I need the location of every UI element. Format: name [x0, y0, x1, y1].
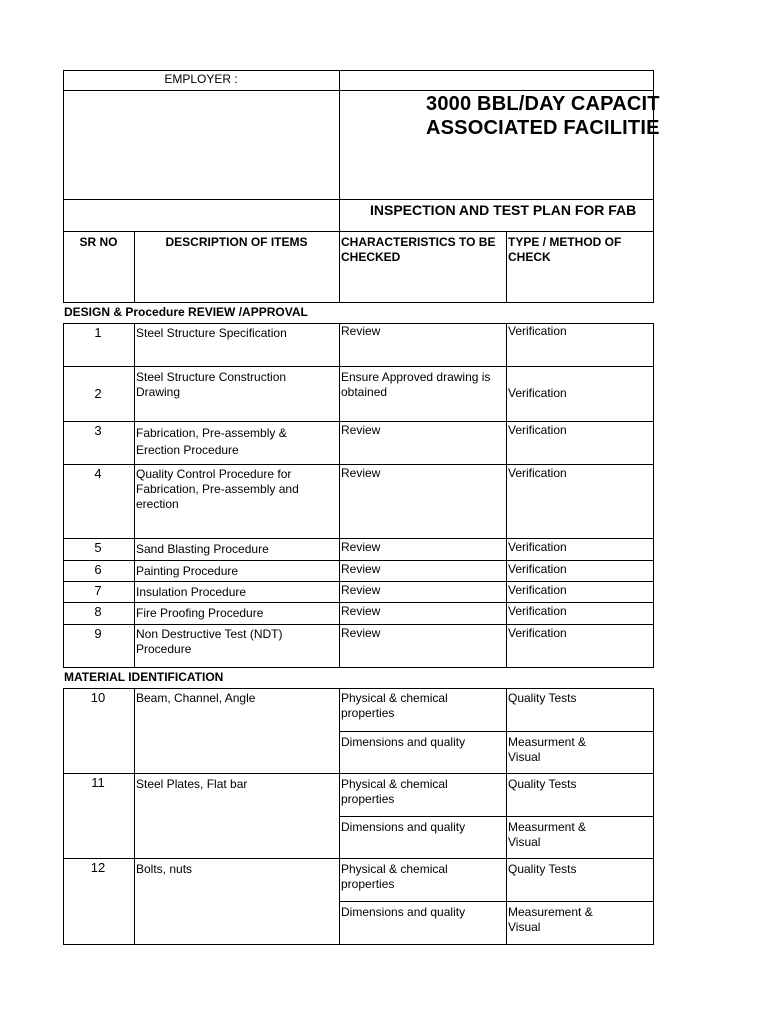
row-type-method: Verification: [508, 583, 567, 597]
row-sr-no: 1: [94, 325, 102, 340]
col-header-type-method: TYPE / METHOD OF CHECK: [508, 235, 622, 264]
grid-line: [63, 773, 654, 774]
row-description: Steel Structure Construction Drawing: [136, 370, 287, 399]
row-description: Sand Blasting Procedure: [136, 542, 269, 556]
grid-line: [63, 858, 654, 859]
row-description: Beam, Channel, Angle: [136, 691, 256, 705]
row-type-method: Quality Tests: [508, 862, 577, 876]
row-characteristics: Review: [341, 562, 381, 576]
grid-line: [134, 323, 135, 668]
row-type-method: Measurment & Visual: [508, 820, 587, 849]
grid-line: [653, 688, 654, 945]
grid-line: [63, 581, 654, 582]
grid-line: [339, 816, 654, 817]
row-characteristics: Dimensions and quality: [341, 820, 466, 834]
row-sr-no: 4: [94, 466, 102, 481]
row-sr-no: 8: [94, 604, 102, 619]
row-characteristics: Review: [341, 540, 381, 554]
row-sr-no: 5: [94, 540, 102, 555]
grid-line: [134, 688, 135, 945]
row-type-method: Verification: [508, 324, 567, 338]
project-title-line2: ASSOCIATED FACILITIE: [426, 117, 660, 139]
row-description: Quality Control Procedure for Fabrication, Pre-assembly and erection: [136, 467, 299, 511]
row-sr-no: 6: [94, 562, 102, 577]
grid-line: [63, 70, 64, 303]
row-characteristics: Dimensions and quality: [341, 905, 466, 919]
row-type-method: Measurment & Visual: [508, 735, 587, 764]
grid-line: [63, 231, 654, 232]
grid-line: [339, 731, 654, 732]
row-sr-no: 9: [94, 626, 102, 641]
col-header-description: DESCRIPTION OF ITEMS: [165, 235, 308, 249]
grid-line: [506, 323, 507, 668]
row-characteristics: Dimensions and quality: [341, 735, 466, 749]
col-header-characteristics: CHARACTERISTICS TO BE CHECKED: [341, 235, 496, 264]
row-sr-no: 2: [94, 386, 102, 401]
row-type-method: Verification: [508, 540, 567, 554]
section-title-material-identification: MATERIAL IDENTIFICATION: [64, 670, 224, 684]
row-characteristics: Review: [341, 324, 381, 338]
row-description: Insulation Procedure: [136, 585, 247, 599]
row-characteristics: Physical & chemical properties: [341, 862, 448, 891]
row-description: Non Destructive Test (NDT) Procedure: [136, 627, 283, 656]
row-type-method: Quality Tests: [508, 777, 577, 791]
row-sr-no: 11: [91, 775, 105, 790]
row-type-method: Measurement & Visual: [508, 905, 593, 934]
grid-line: [63, 366, 654, 367]
grid-line: [63, 464, 654, 465]
grid-line: [63, 624, 654, 625]
grid-line: [63, 688, 654, 689]
section-title-design-review: DESIGN & Procedure REVIEW /APPROVAL: [64, 305, 308, 319]
row-description: Steel Plates, Flat bar: [136, 777, 248, 791]
col-header-sr-no: SR NO: [79, 235, 118, 249]
grid-line: [63, 70, 654, 71]
grid-line: [63, 602, 654, 603]
row-characteristics: Review: [341, 583, 381, 597]
row-type-method: Verification: [508, 386, 567, 400]
row-characteristics: Review: [341, 466, 381, 480]
row-description: Fabrication, Pre-assembly & Erection Procedure: [136, 426, 287, 457]
row-characteristics: Ensure Approved drawing is obtained: [341, 370, 491, 399]
grid-line: [506, 688, 507, 945]
row-type-method: Verification: [508, 423, 567, 437]
grid-line: [63, 688, 64, 945]
grid-line: [339, 901, 654, 902]
grid-line: [506, 231, 507, 303]
row-sr-no: 12: [90, 860, 106, 875]
grid-line: [63, 302, 654, 303]
grid-line: [653, 323, 654, 668]
row-type-method: Verification: [508, 604, 567, 618]
row-sr-no: 10: [90, 690, 106, 705]
employer-label: EMPLOYER :: [164, 72, 238, 86]
row-description: Steel Structure Specification: [136, 326, 287, 340]
row-characteristics: Physical & chemical properties: [341, 691, 448, 720]
grid-line: [63, 199, 654, 200]
row-characteristics: Review: [341, 423, 381, 437]
grid-line: [63, 944, 654, 945]
project-title-line1: 3000 BBL/DAY CAPACIT: [426, 93, 660, 115]
row-description: Painting Procedure: [136, 564, 239, 578]
row-sr-no: 7: [94, 583, 102, 598]
row-type-method: Verification: [508, 562, 567, 576]
row-sr-no: 3: [94, 423, 102, 438]
row-type-method: Verification: [508, 466, 567, 480]
grid-line: [63, 538, 654, 539]
row-type-method: Quality Tests: [508, 691, 577, 705]
grid-line: [339, 323, 340, 668]
grid-line: [339, 231, 340, 303]
row-description: Fire Proofing Procedure: [136, 606, 264, 620]
grid-line: [339, 70, 340, 232]
grid-line: [63, 560, 654, 561]
row-type-method: Verification: [508, 626, 567, 640]
grid-line: [339, 688, 340, 945]
row-description: Bolts, nuts: [136, 862, 193, 876]
grid-line: [63, 421, 654, 422]
itp-subtitle: INSPECTION AND TEST PLAN FOR FAB: [370, 202, 637, 218]
grid-line: [63, 667, 654, 668]
row-characteristics: Review: [341, 604, 381, 618]
grid-line: [63, 90, 654, 91]
row-characteristics: Physical & chemical properties: [341, 777, 448, 806]
row-characteristics: Review: [341, 626, 381, 640]
